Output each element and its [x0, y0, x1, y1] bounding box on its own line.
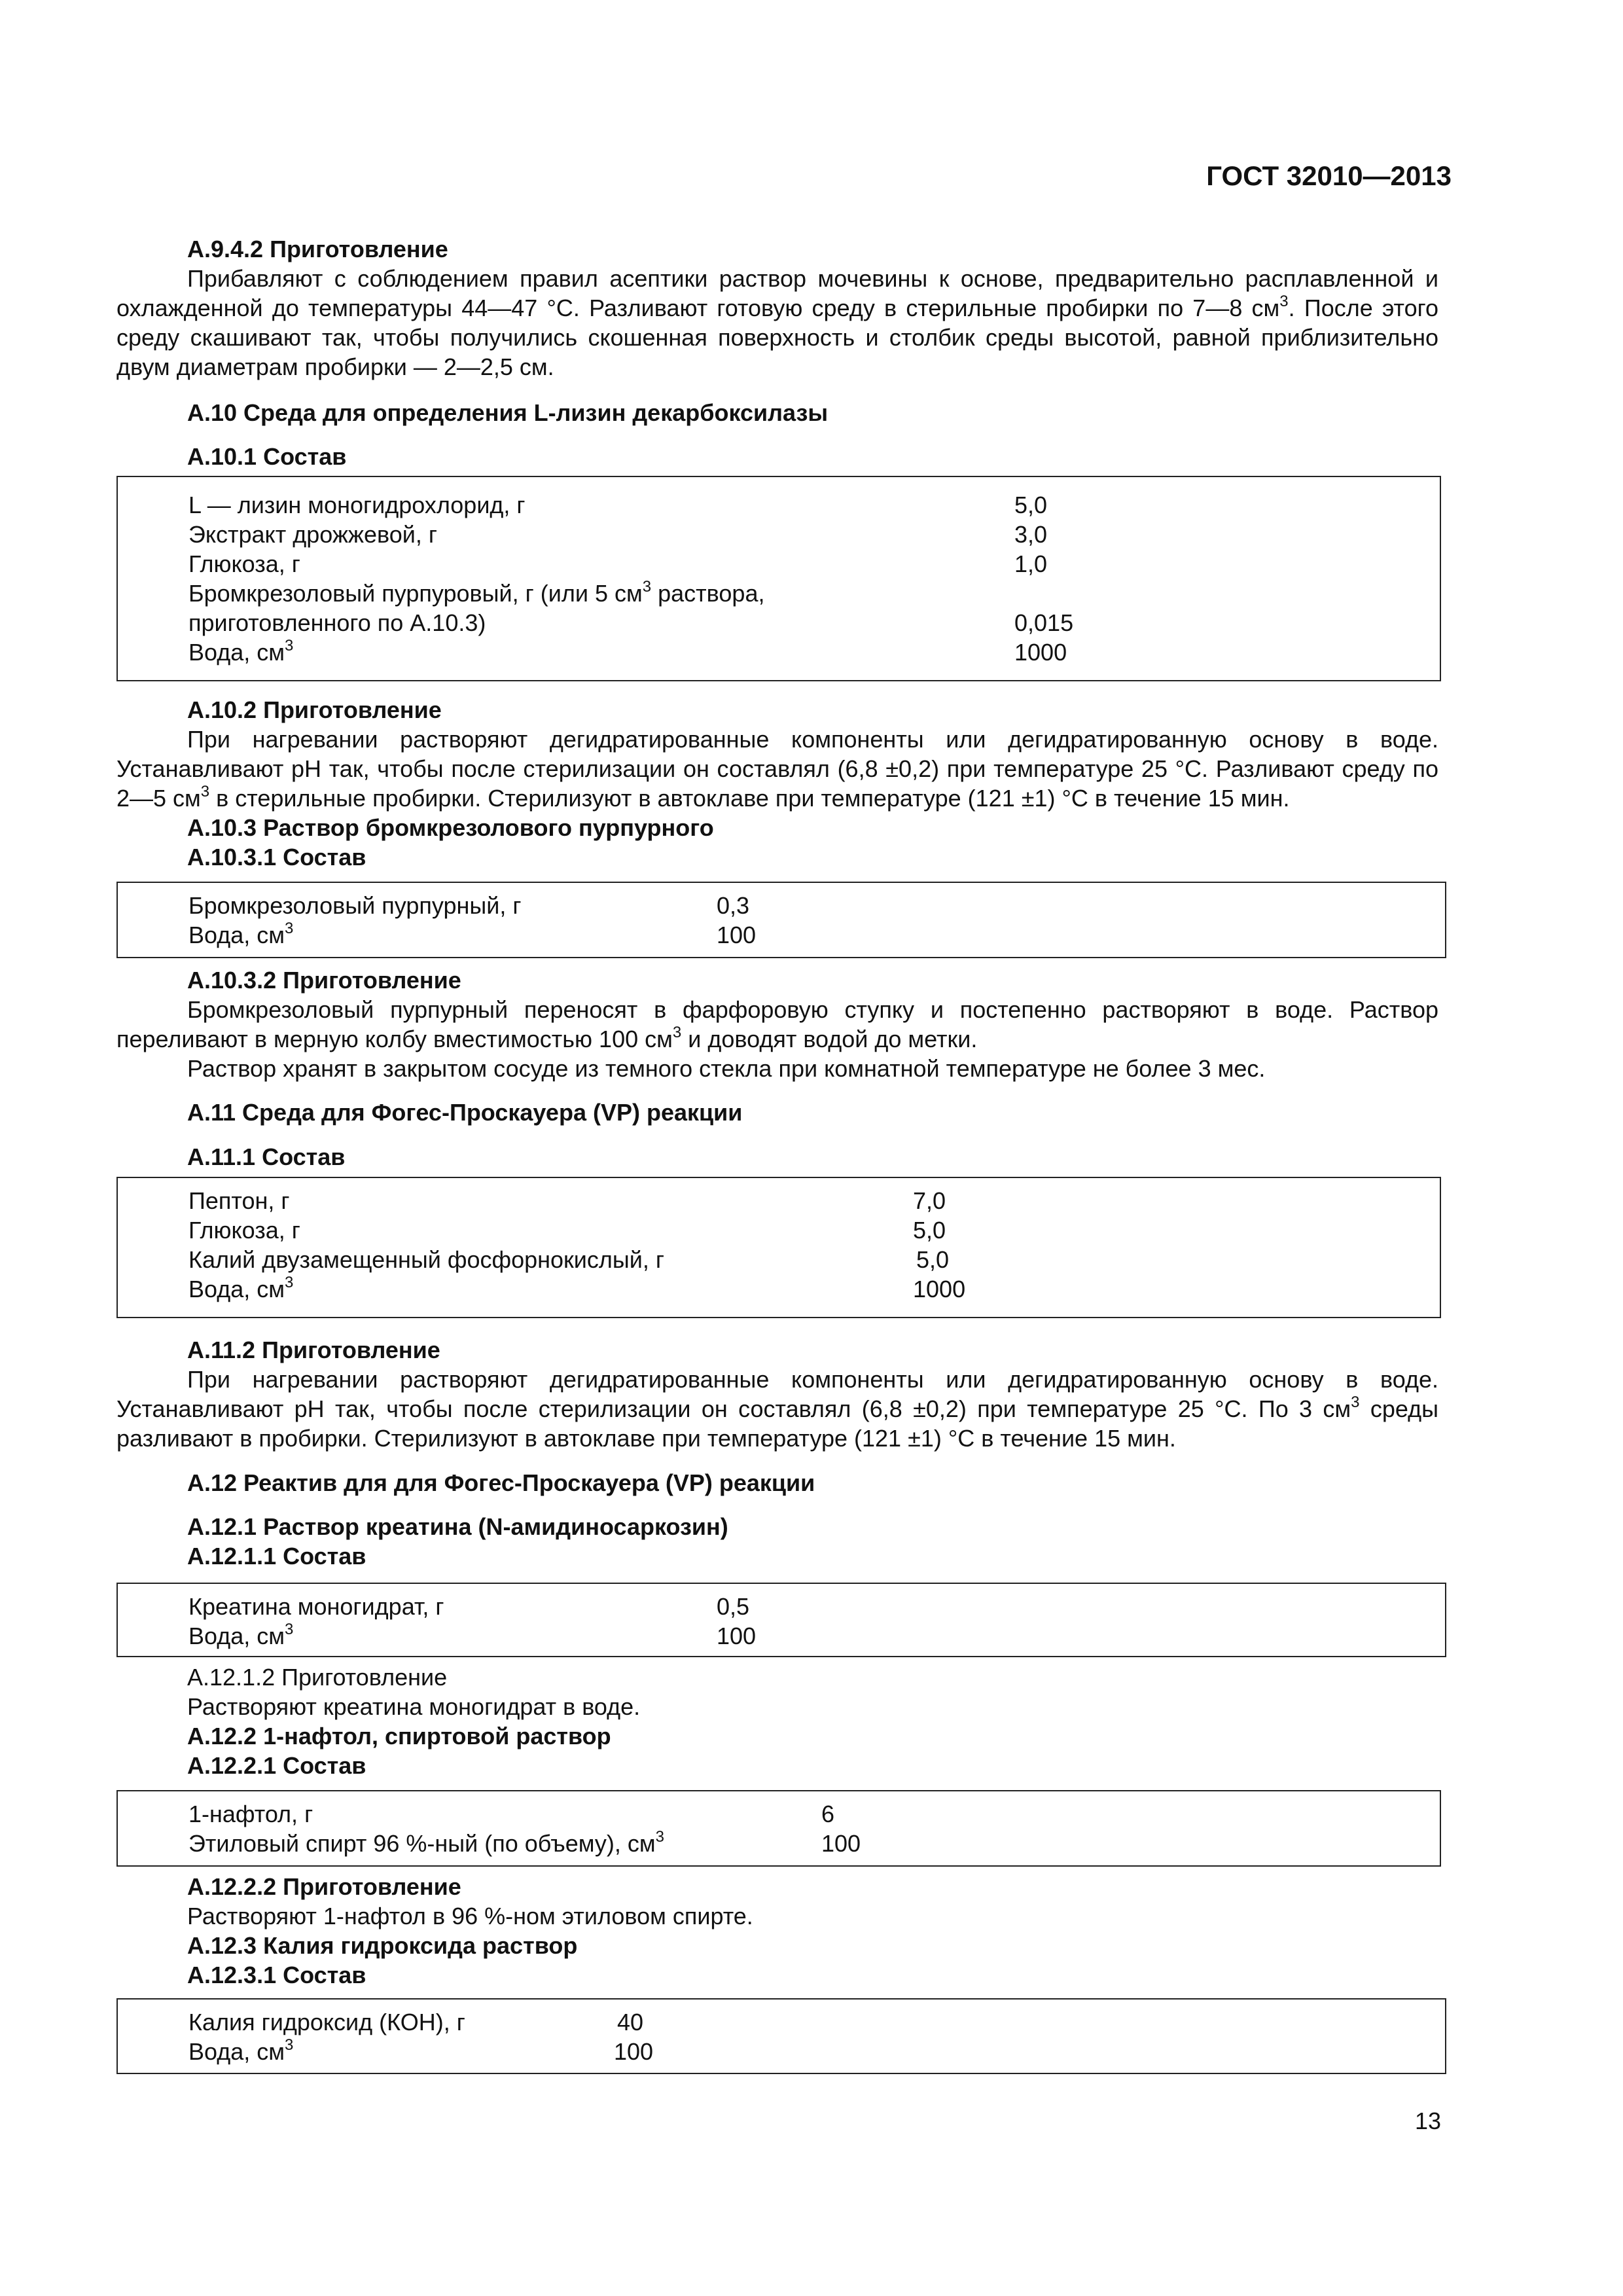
paragraph: При нагревании растворяют дегидратированные компоненты или дегидратированную основу в воде. Устанавливают pH так, чтобы после стерилизации он составлял (6,8 ±0,2) при температуре 25 °С. По 3 $см^3$ среды разливают в пробирки. Стерилизуют в автоклаве при температуре (121 ±1) °С в течение 15 мин.: [116, 1366, 1439, 1452]
composition-table-a1031: [116, 882, 1446, 958]
section-title: А.10.3.2 Приготовление: [187, 967, 461, 994]
table-row: Бромкрезоловый пурпурный, г 0,3: [188, 892, 750, 919]
subsection-a111: [116, 1142, 1438, 1172]
table-row: приготовленного по А.10.3) 0,015: [188, 609, 1074, 636]
table-row: Глюкоза, г 1,0: [188, 550, 1048, 577]
table-row: Вода, $см^3$ 100: [188, 1621, 757, 1649]
composition-table-a101: [116, 476, 1441, 681]
subsection-a101: [116, 442, 1438, 471]
section-title: А.10.2 Приготовление: [187, 696, 442, 723]
composition-table-a1211: [116, 1583, 1446, 1657]
table-row: Креатина моногидрат, г 0,5: [188, 1593, 750, 1620]
table-row: Вода, $см^3$ 100: [188, 2036, 654, 2065]
composition-table-a1221: [116, 1790, 1441, 1867]
section-a112: [116, 1335, 1438, 1453]
paragraph: При нагревании растворяют дегидратированные компоненты или дегидратированную основу в воде. Устанавливают pH так, чтобы после стерилизации он составлял (6,8 ±0,2) при температуре 25 °С. Разливают среду по 2—5 $см^3$ в стерильные пробирки. Стерилизуют в автоклаве при температуре (121 ±1) °С в течение 15 мин.: [116, 726, 1438, 812]
table-row: Бромкрезоловый пурпуровый, г (или 5 $см^3$ раствора,: [188, 578, 765, 607]
composition-table-a1231: [116, 1998, 1446, 2074]
section-a102: [116, 695, 1438, 872]
page-number: 13: [1414, 2108, 1441, 2134]
section-title: А.11 Среда для Фогес-Проскауера (VP) реакции: [187, 1099, 743, 1126]
table-row: 1-нафтол, г 6: [188, 1801, 835, 1827]
paragraph: Раствор хранят в закрытом сосуде из темного стекла при комнатной температуре не более 3 мес.: [187, 1055, 1266, 1082]
composition-table-a111: [116, 1177, 1441, 1318]
section-title: А.10 Среда для определения L-лизин декарбоксилазы: [187, 399, 829, 426]
table-row: Глюкоза, г 5,0: [188, 1217, 946, 1244]
table-row: Калий двузамещенный фосфорнокислый, г 5,0: [188, 1246, 950, 1273]
section-a10: [116, 398, 1438, 427]
section-a1222: [116, 1872, 1438, 1990]
table-row: Вода, $см^3$ 1000: [188, 637, 1067, 666]
table-row: Вода, $см^3$ 1000: [188, 1274, 966, 1302]
subsection-title: А.10.1 Состав: [187, 443, 347, 470]
section-title: А.12.2.2 Приготовление: [187, 1873, 461, 1900]
table-row: Этиловый спирт 96 %-ный (по объему), $см^3$ 100: [188, 1828, 861, 1857]
section-title: А.12.2 1-нафтол, спиртовой раствор: [187, 1723, 611, 1749]
paragraph: Прибавляют с соблюдением правил асептики раствор мочевины к основе, предварительно расплавленной и охлажденной до температуры 44—47 °С. Разливают готовую среду в стерильные пробирки по 7—8 $см^3$. После этого среду скашивают так, чтобы получились скошенная поверхность и столбик среды высотой, равной приблизительно двум диаметрам пробирки — 2—2,5 см.: [116, 265, 1438, 380]
table-row: Вода, $см^3$ 100: [188, 920, 757, 948]
table-row: L — лизин моногидрохлорид, г 5,0: [188, 492, 1048, 518]
paragraph: Бромкрезоловый пурпурный переносят в фарфоровую ступку и постепенно растворяют в воде. Раствор переливают в мерную колбу вместимостью 100 $см^3$ и доводят водой до метки.: [116, 996, 1438, 1052]
section-title: А.10.3 Раствор бромкрезолового пурпурного: [187, 814, 714, 841]
subsection-title: А.10.3.1 Состав: [187, 844, 366, 870]
paragraph: Растворяют креатина моногидрат в воде.: [187, 1693, 641, 1720]
section-a1032: [116, 965, 1438, 1083]
subsection-a121: [116, 1512, 1438, 1571]
document-header: ГОСТ 32010—2013: [1206, 160, 1452, 191]
section-a1212: [116, 1662, 1438, 1780]
table-row: Пептон, г 7,0: [188, 1187, 946, 1214]
section-a11: [116, 1098, 1438, 1127]
section-title: А.12.1.2 Приготовление: [187, 1664, 448, 1691]
subsection-title: А.12.1 Раствор креатина (N-амидиносаркозин): [187, 1513, 728, 1540]
subsection-title: А.12.3.1 Состав: [187, 1962, 366, 1988]
table-row: Экстракт дрожжевой, г 3,0: [188, 521, 1048, 548]
table-row: Калия гидроксид (КОН), г 40: [188, 2009, 644, 2036]
subsection-title: А.12.1.1 Состав: [187, 1543, 366, 1570]
subsection-title: А.12.2.1 Состав: [187, 1752, 366, 1779]
section-title: А.12.3 Калия гидроксида раствор: [187, 1932, 578, 1959]
subsection-title: А.11.1 Состав: [187, 1143, 346, 1170]
section-title: А.9.4.2 Приготовление: [187, 236, 448, 262]
section-a942: [116, 234, 1438, 382]
paragraph: Растворяют 1-нафтол в 96 %-ном этиловом спирте.: [187, 1903, 753, 1929]
section-a12: [116, 1468, 1438, 1498]
section-title: А.11.2 Приготовление: [187, 1336, 440, 1363]
section-title: А.12 Реактив для для Фогес-Проскауера (VP) реакции: [187, 1469, 815, 1496]
